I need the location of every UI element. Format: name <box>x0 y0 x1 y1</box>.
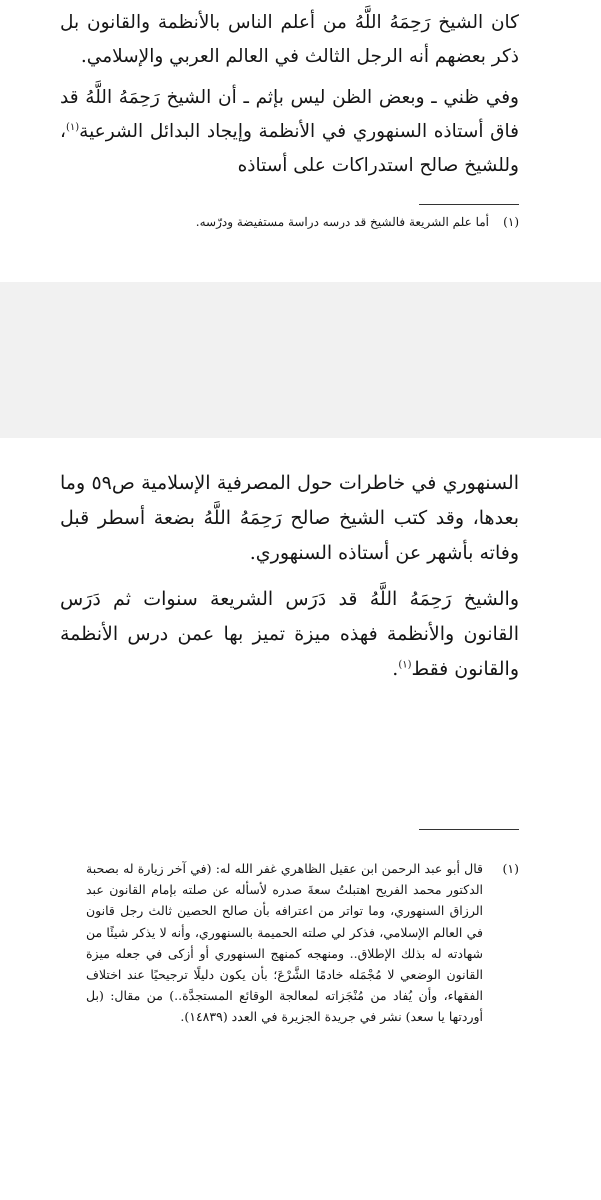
bottom-paragraph-2-text: والشيخ رَحِمَهُ اللَّهُ قد دَرَس الشريعة سنوات ثم دَرَس القانون والأنظمة فهذه ميزة تميز بها عمن درس الأنظمة والقانون فقط <box>60 588 519 680</box>
top-paragraph-1 <box>60 6 519 74</box>
bottom-paragraph-2-tail: . <box>392 658 399 680</box>
footnote-reference: (١) <box>398 659 412 671</box>
top-paragraph-2-text: وفي ظني ـ وبعض الظن ليس بإثم ـ أن الشيخ رَحِمَهُ اللَّهُ قد فاق أستاذه السنهوري في الأنظمة وإيجاد البدائل الشرعية <box>60 87 519 142</box>
bottom-paragraph-1 <box>60 466 519 571</box>
bottom-paragraph-2 <box>60 582 519 687</box>
footnote-separator <box>419 829 519 830</box>
top-paragraph-2-tail: ، وللشيخ صالح استدراكات على أستاذه <box>60 121 519 176</box>
bottom-paragraph-1-text: السنهوري في خاطرات حول المصرفية الإسلامية ص٥٩ وما بعدها، وقد كتب الشيخ صالح رَحِمَهُ اللَّهُ بضعة أسطر قبل وفاته بأشهر عن أستاذه السنهوري. <box>60 472 519 564</box>
bottom-footnote-number: (١) <box>502 861 519 876</box>
top-footnote-number: (١) <box>503 215 519 229</box>
top-book-page <box>0 0 601 282</box>
footnote-reference: (١) <box>65 121 80 133</box>
top-footnote-text: أما علم الشريعة فالشيخ قد درسه دراسة مستفيضة ودرّسه. <box>195 215 489 229</box>
bottom-book-page <box>0 438 601 1200</box>
top-paragraph-2 <box>60 81 519 183</box>
top-paragraph-1-text: كان الشيخ رَحِمَهُ اللَّهُ من أعلم الناس بالأنظمة والقانون بل ذكر بعضهم أنه الرجل الثالث في العالم العربي والإسلامي. <box>60 12 519 67</box>
page-gap <box>0 282 601 438</box>
footnote-separator <box>419 204 519 205</box>
bottom-footnote-text: قال أبو عبد الرحمن ابن عقيل الظاهري غفر الله له: (في آخر زيارة له بصحبة الدكتور محمد الفريح اهتبلتُ سعةَ صدره لأسأله عن صلته بإمام القانون عبد الرزاق السنهوري، وما تواتر من اعترافه بأن صالح الحصين ثالث رجل قانون في العالم الإسلامي، فذكر لي صلته الحميمة بالسنهوري، وأنه لا يذكر شيئًا من شهادته له بذلك الإطلاق.. ومنهجه كمنهج السنهوري أو أزكى في جعله ميزة القانون الوضعي لا مُجْمَله خادمًا الشَّرْعَ؛ بأن يكون دليلًا ترجيحيًا عند اختلاف الفقهاء، وأن يُفاد من مُنْجَزاته لمعالجة الوقائع المستجدَّة..) من مقال: (بل أوردتها يا سعد) نشر في جريدة الجزيرة في العدد (١٤٨٣٩). <box>86 861 483 1025</box>
